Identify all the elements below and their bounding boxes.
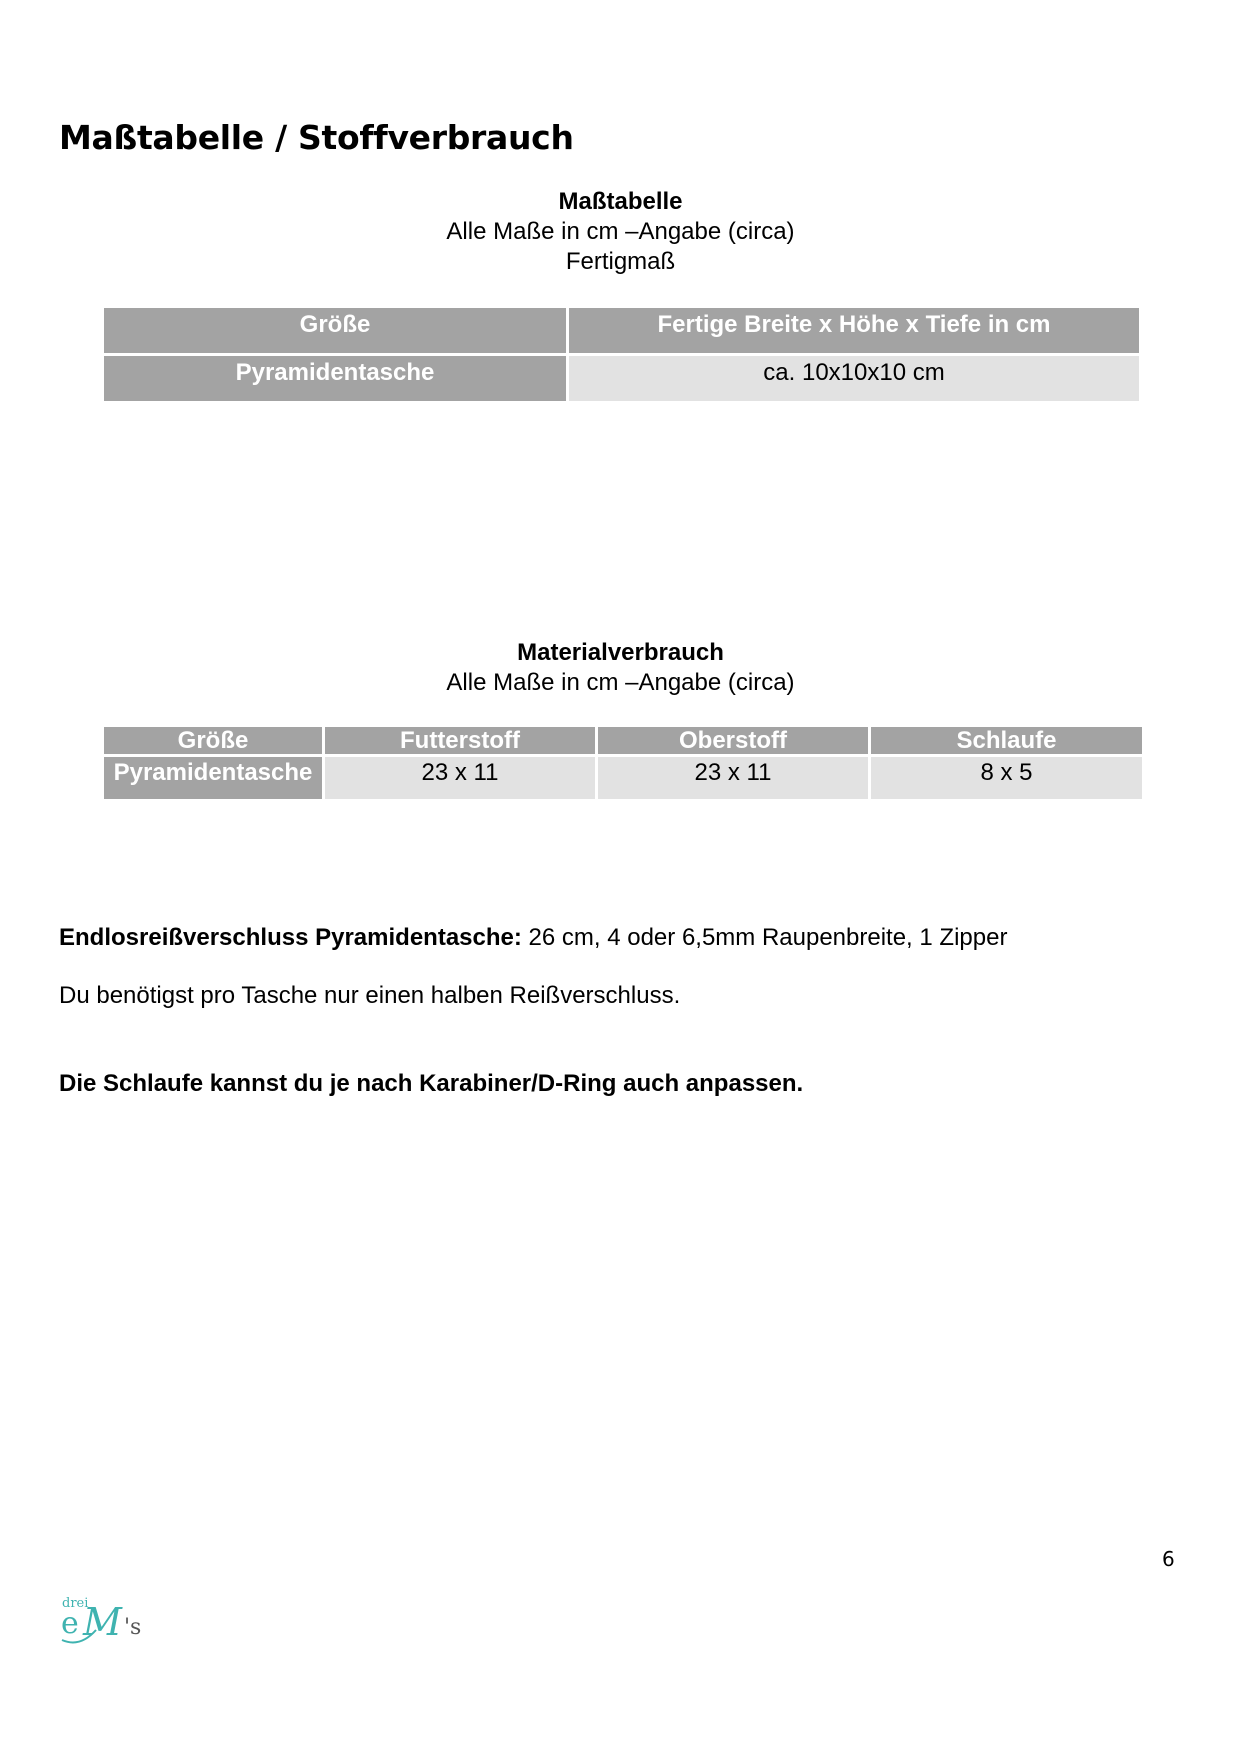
loop-adjust-note: Die Schlaufe kannst du je nach Karabiner/D-Ring auch anpassen. — [59, 1070, 804, 1097]
logo-text-m: M — [83, 1600, 122, 1644]
zipper-note-label: Endlosreißverschluss Pyramidentasche: — [59, 924, 522, 951]
material-table-header-outer: Oberstoff — [598, 727, 868, 754]
zipper-note-text: 26 cm, 4 oder 6,5mm Raupenbreite, 1 Zipper — [521, 924, 1008, 951]
logo-text-e: e — [61, 1606, 79, 1641]
size-table-row — [104, 356, 1139, 401]
size-table-row-dimensions: ca. 10x10x10 cm — [569, 356, 1139, 401]
page-title: Maßtabelle / Stoffverbrauch — [59, 118, 574, 157]
material-table-header-row — [104, 727, 1142, 754]
material-table-header-size: Größe — [104, 727, 322, 754]
size-table-header-dimensions: Fertige Breite x Höhe x Tiefe in cm — [569, 308, 1139, 353]
material-table-header-lining: Futterstoff — [325, 727, 595, 754]
size-table-row-label: Pyramidentasche — [104, 356, 566, 401]
material-table-row-lining: 23 x 11 — [325, 757, 595, 799]
size-table-note: Fertigmaß — [565, 248, 676, 275]
logo-text-s: 's — [124, 1615, 142, 1640]
material-table-row — [104, 757, 1142, 799]
material-table-row-outer: 23 x 11 — [598, 757, 868, 799]
size-table — [101, 305, 1142, 404]
size-table-heading-block — [0, 187, 1241, 277]
material-table-row-loop: 8 x 5 — [871, 757, 1142, 799]
material-table — [101, 724, 1145, 802]
size-table-header-row — [104, 308, 1139, 353]
size-table-header-size: Größe — [104, 308, 566, 353]
material-table-heading-block — [0, 638, 1241, 698]
page-number: 6 — [1162, 1547, 1175, 1571]
material-table-heading: Materialverbrauch — [517, 639, 724, 666]
size-table-heading: Maßtabelle — [558, 188, 683, 215]
half-zipper-note: Du benötigst pro Tasche nur einen halben Reißverschluss. — [59, 982, 681, 1009]
zipper-note — [59, 923, 1007, 953]
material-table-subtitle: Alle Maße in cm –Angabe (circa) — [446, 669, 795, 696]
material-table-row-label: Pyramidentasche — [104, 757, 322, 799]
brand-logo-icon — [56, 1590, 152, 1650]
material-table-header-loop: Schlaufe — [871, 727, 1142, 754]
logo-text-top: drei — [62, 1596, 89, 1611]
size-table-subtitle: Alle Maße in cm –Angabe (circa) — [446, 218, 795, 245]
